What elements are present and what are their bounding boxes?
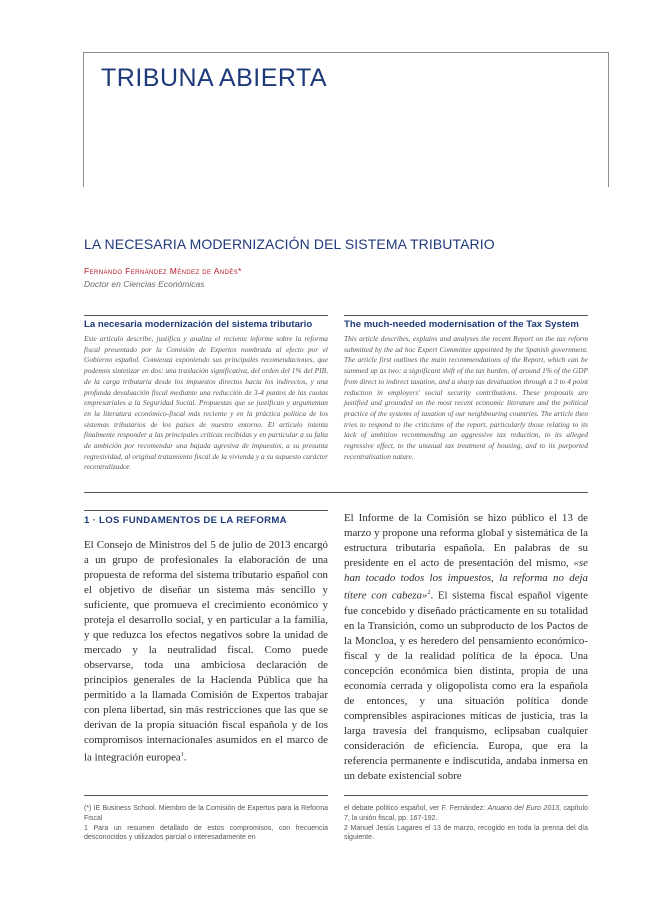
article-title: LA NECESARIA MODERNIZACIÓN DEL SISTEMA TRIBUTARIO — [84, 236, 495, 252]
footnotes-right — [344, 795, 588, 843]
author-affiliation: Doctor en Ciencias Económicas — [84, 279, 205, 289]
divider — [344, 315, 588, 316]
quote: «se han tocado todos los impuestos, la reforma no deja títere con cabeza» — [344, 557, 588, 602]
abstract-english — [344, 315, 588, 462]
body-column-left — [84, 538, 328, 766]
author-name: Fernando Fernández Méndez de Andés* — [84, 266, 242, 276]
footnote-text: el debate político español, ver F. Fernández: — [344, 805, 488, 812]
body-column-right — [344, 511, 588, 784]
abstract-spanish-text: Este artículo describe, justifica y analiza el reciente informe sobre la reforma fiscal presentado por la Comisión de Expertos nombrada al efecto por el Gobierno español. Comienza exponiendo sus principales recomendaciones, que podemos sintetizar en dos: una traslación significativa, del orden del 1% del PIB, de la carga tributaria desde los impuestos directos hacia los indirectos, y una profunda devaluación fiscal mediante una reducción de 3-4 puntos de las cuotas empresariales a la Seguridad Social. Propuestas que se justifican y argumentan en la literatura económico-fiscal más reciente y en la práctica política de los sistemas tributarios de los países de nuestro entorno. El artículo intenta finalmente responder a las principales críticas recibidas y en particular a su falta de ambición por recomendar una bajada agresiva de impuestos, a su presunta regresividad, al original tratamiento fiscal de la vivienda y a su supuesto carácter recentralizador. — [84, 334, 328, 472]
abstract-spanish — [84, 315, 328, 473]
body-paragraph — [344, 511, 588, 784]
footnotes-left — [84, 795, 328, 843]
footnote-1: 1 Para un resumen detallado de estos compromisos, con frecuencia desconocidos y utilizados parcial o interesadamente en — [84, 824, 328, 842]
divider — [84, 315, 328, 316]
divider — [344, 795, 588, 796]
footnote-author: (*) IE Business School. Miembro de la Comisión de Expertos para la Reforma Fiscal — [84, 805, 328, 822]
abstract-english-text: This article describes, explains and analyses the recent Report on the tax reform submitted by the ad hoc Expert Committee appointed by the Spanish government. The article first outlines the main recommendations of the Report, which can be summed up as two: a significant shift of the tax burden, of around 1% of the GDP from direct to indirect taxation, and a sharp tax devaluation through a 3 to 4 point reduction in employers' social security contributions. These proposals are justified and grounded on the most recent economic literature and the political practice of the systems of taxation of our neighbouring countries. The article then tries to respond to the criticisms of the report, particularly those relating to its lack of ambition recommending an aggressive tax reduction, to its alleged regressive effect, to the unusual tax treatment of housing, and to its purported recentralisation nature. — [344, 334, 588, 461]
abstract-spanish-heading: La necesaria modernización del sistema tributario — [84, 319, 313, 330]
body-text: . El sistema fiscal español vigente fue concebido y diseñado prácticamente en su totalidad en la Transición, como un subproducto de los Pactos de la Moncloa, y es heredero del pensamiento económico-fiscal y de la realidad política de la época. Una concepción económica bien distinta, propia de una economía cerrada y oligopolista como era la española de entonces, y una situación política donde comprensibles aspiraciones míticas de justicia, tras la larga travesía del franquismo, eclipsaban cualquier consideración de eficiencia. Europa, que era la referencia permanente e indiscutida, andaba inmersa en un debate existencial sobre — [344, 589, 589, 782]
section-divider — [84, 510, 328, 511]
footnote-source-title: Anuario del Euro 2013 — [487, 805, 560, 812]
footnote-2: 2 Manuel Jesús Lagares el 13 de marzo, recogido en toda la prensa del día siguiente. — [344, 824, 588, 842]
footnote-ref[interactable]: 2 — [427, 590, 431, 596]
section-heading: 1 · LOS FUNDAMENTOS DE LA REFORMA — [84, 515, 287, 526]
footnote-text: , capítulo 7, la unión fiscal, pp. 167-192. — [344, 805, 588, 822]
body-text: El Consejo de Ministros del 5 de julio de 2013 encargó a un grupo de profesionales la elaboración de una propuesta de reforma del sistema tributario español con el objetivo de diseñar un sistema más sencillo y suficiente, que promueva el crecimiento económico y proteja el desarrollo social, y en particular a la familia, y que reduzca los efectos negativos sobre la unidad de mercado y la neutralidad fiscal. Como puede observarse, toda una ambiciosa declaración de principios generales de la Hacienda Pública que ha permitido a la llamada Comisión de Expertos trabajar con plena libertad, sin más restricciones que las que se derivan de la propia situación fiscal española y de los compromisos internacionales asumidos en el marco de la integración europea — [84, 539, 328, 764]
body-paragraph: El Consejo de Ministros del 5 de julio de 2013 encargó a un grupo de profesionales la elaboración de una propuesta de reforma del sistema tributario español con el objetivo de diseñar un sistema más sencillo y suficiente, que promueva el crecimiento económico y proteja el desarrollo social, y en particular a la familia, y que reduzca los efectos negativos sobre la unidad de mercado y la neutralidad fiscal. Como puede observarse, toda una ambiciosa declaración de principios generales de la Hacienda Pública que ha permitido a la llamada Comisión de Expertos trabajar con plena libertad, sin más restricciones que las que se derivan de la propia situación fiscal española y de los compromisos internacionales asumidos en el marco de la integración europea$^1$. — [84, 539, 328, 764]
body-text: El Informe de la Comisión se hizo público el 13 de marzo y propone una reforma global y sistemática de la estructura tributaria española. En palabras de su presidente en el acto de presentación del mismo, — [344, 512, 588, 569]
footnote-ref[interactable]: 1 — [180, 752, 184, 758]
abstract-english-heading: The much-needed modernisation of the Tax System — [344, 319, 579, 330]
abstract-bottom-divider — [84, 492, 588, 493]
divider — [84, 795, 328, 796]
section-label: TRIBUNA ABIERTA — [101, 64, 328, 92]
footnote-1-continued — [344, 804, 588, 824]
